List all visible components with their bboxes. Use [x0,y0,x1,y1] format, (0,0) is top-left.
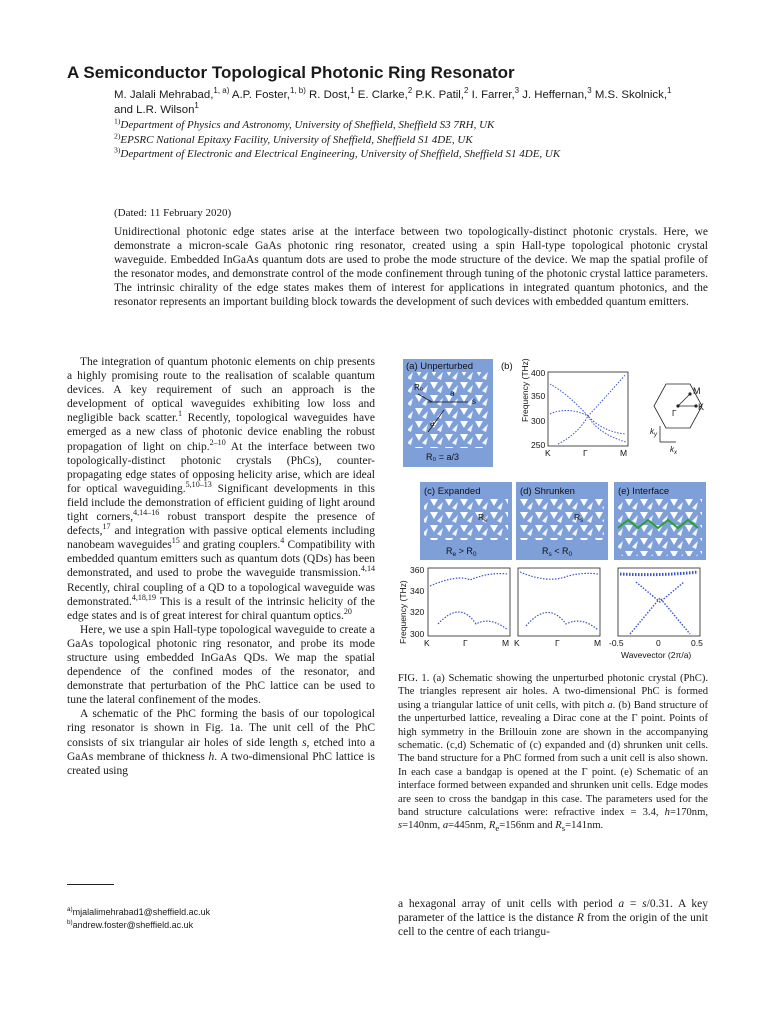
intro-p3-math: s [302,736,307,749]
panel-c-lattice [424,498,508,540]
affiliation [114,147,634,162]
body-left-column [67,355,375,778]
panel-d-rs-label: $R_s$ [574,512,584,524]
author-affiliation-mark: 2 [463,86,469,96]
panel-a-caption: R₀ = a/3 [426,452,460,462]
right-paragraph [398,897,708,939]
panel-b-label: (b) [501,361,513,372]
caption-math: R [488,820,496,832]
bottom-ytick-360: 360 [410,565,425,575]
author-name: R. Dost, [305,89,351,101]
intro-p1-citation: 4,14–16 [133,508,160,518]
figure-1 [398,354,718,664]
intro-p3-text: . A two-dimensional PhC lattice is created using [67,750,375,777]
intro-p1-citation: 1 [178,409,183,419]
affiliation [114,118,634,133]
author-affiliation-mark: 1 [666,86,672,96]
panel-b [501,358,704,458]
caption-text: . (b) Band structure of the unperturbed lattice, revealing a Dirac cone at the Γ point. Points of high symmetry in the Brillouin zone are shown in the accompanying schematic. (c,d) Schematic of (c) expanded and (d) shrunken unit cells. The band structure for a PhC formed from such a unit cell is also shown. In each case a bandgap is opened at the Γ point. (e) Schematic of an interface formed between expanded and shrunken unit cells. Edge modes are seen to cross the bandgap in this case. The parameters used for the band structure calculations were: refractive index = 3.4, [398,699,709,819]
paper-title: A Semiconductor Topological Photonic Ring Resonator [67,63,515,82]
intro-p1-citation: 4,18,19 [131,592,156,602]
panel-b-ytick-400: 400 [531,368,546,378]
panel-b-band-1 [550,384,626,434]
plot-d-band-upper [520,572,598,579]
caption-math: R [555,820,562,832]
footnote-mark: b) [67,919,73,926]
intro-p3-math: h [208,750,215,763]
footnote [67,919,367,932]
plot-d-xtick-m: M [594,638,602,648]
plot-c-xtick-k: K [424,638,430,648]
panel-d [516,482,608,560]
caption-subscript: s [561,823,566,834]
affiliation-mark: 2) [114,130,121,140]
author-affiliation-mark: 1 [194,101,199,111]
bz-gamma-m [678,394,690,406]
intro-p1-citation: 4,14 [360,564,375,574]
panel-b-ytick-300: 300 [531,416,546,426]
figure-caption [398,672,708,836]
plot-c-band-lower [438,612,508,630]
caption-text: =156nm and [499,820,556,832]
bz-k-label: K [698,402,705,412]
affiliations [114,118,634,162]
panel-b-axes [548,372,628,446]
caption-text: =445nm, [448,820,489,832]
affiliation-text: EPSRC National Epitaxy Facility, University of Sheffield, Sheffield S1 4DE, UK [120,133,473,146]
date-line: (Dated: 11 February 2020) [114,207,232,219]
panel-b-xtick-m: M [620,448,628,458]
panel-b-ylabel: Frequency (THz) [520,358,530,422]
bottom-ytick-340: 340 [410,586,425,596]
panel-b-band-3 [558,416,626,444]
intro-p1-text: Recently, topological waveguides have emerged as a new class of photonic device enabling the robust propagation of light on chip. [67,412,375,453]
intro-p1-text: robust transport despite the presence of defects, [67,511,375,538]
intro-p1-citation: 2–10 [209,437,226,447]
author-name: A.P. Foster, [229,89,290,101]
intro-p1-text: Significant developments in this field include the demonstration of efficient guiding of light around tight corners, [67,482,375,524]
panel-d-label: (d) Shrunken [520,486,575,497]
panel-a [403,359,493,467]
footnote [67,906,367,919]
intro-p1-citation: 20 [343,606,352,616]
caption-text: =141nm. [565,820,604,832]
footnote-email: mjalalimehrabad1@sheffield.ac.uk [72,907,211,917]
plot-e-edge-mode-1 [630,598,690,634]
affiliation-mark: 1) [114,116,121,126]
author-affiliation-mark: 1, b) [289,86,306,96]
author-affiliation-mark: 3 [514,86,520,96]
intro-p1-citation: 17 [102,522,111,532]
panel-c-re-label: $R_e$ [478,512,488,524]
panel-e [614,482,706,560]
panel-b-xtick-k: K [545,448,551,458]
panel-c [420,482,512,560]
author-name: P.K. Patil, [412,89,464,101]
author-affiliation-mark: 1 [350,86,355,96]
intro-p1-text: Recently, chiral coupling of a QD to a topological waveguide was demonstrated. [67,581,375,608]
panel-d-lattice [520,498,604,540]
panel-b-xtick-gamma: Γ [583,448,588,458]
bottom-ytick-320: 320 [410,607,425,617]
panel-e-label: (e) Interface [618,486,670,497]
kx-label: $k_x$ [670,445,677,456]
bz-gamma-label: Γ [672,409,677,418]
intro-paragraph-1 [67,355,375,623]
intro-p3-text: , etched into a GaAs membrane of thickness [67,736,375,763]
plot-d-xtick-k: K [514,638,520,648]
intro-p1-text: At the interface between two topologically-distinct photonic crystals (PhCs), counter-propagating edge states of opposing helicity arise, which are ideal for optical waveguiding. [67,440,375,495]
footnote-email: andrew.foster@sheffield.ac.uk [72,920,194,930]
bz-m-label: M [693,386,701,396]
footnotes [67,906,367,932]
intro-p1-citation: 5,10–13 [185,480,212,490]
footnote-mark: a) [67,906,73,913]
plot-d-band-lower [526,612,598,630]
footnote-rule [67,884,114,885]
affiliation [114,130,634,148]
intro-p1-text: This is a result of the intrinsic helicity of the edge states and is of great interest for chiral quantum optics. [67,595,375,622]
caption-text: =170nm, [669,807,708,819]
caption-text: =140nm, [402,820,443,832]
caption-subscript: e [495,823,500,834]
caption-math: a [442,820,449,832]
author-affiliation-mark: 1, a) [213,86,230,96]
author-list [114,88,674,118]
panel-a-label: (a) Unperturbed [406,361,474,372]
panel-d-caption: $R_s < R_0$ [542,546,573,558]
author-name: and L.R. Wilson [114,104,195,116]
intro-p3-text: A schematic of the PhC forming the basis of our topological ring resonator is shown in Fig. 1a. The unit cell of the PhC consists of six triangular air holes of side length [67,708,375,749]
body-right-column [398,897,708,939]
intro-p1-citation: 4 [280,536,285,546]
caption-math: h [664,807,670,819]
plot-e-xtick-pos: 0.5 [691,638,703,648]
abstract: Unidirectional photonic edge states arise at the interface between two topologically-distinct photonic crystals. Here, we demonstrate a micron-scale GaAs photonic ring resonator, created using a spin Hall-type topological photonic crystal waveguide. Embedded InGaAs quantum dots are used to probe the mode structure of the device. We map the spatial profile of the resonator modes, and demonstrate control of the mode confinement through tuning of the photonic crystal lattice parameters. The intrinsic chirality of the edge states makes them of interest for applications in integrated quantum photonics, and the resonator represents an important building block towards the development of such devices with embedded quantum emitters. [114,226,708,309]
bottom-band-plots [398,565,703,660]
author-affiliation-mark: 2 [407,86,413,96]
plot-c-band-upper [430,574,508,586]
author-name: J. Heffernan, [519,89,588,101]
panel-a-r0-label: R₀ [414,383,424,392]
plot-c-xtick-m: M [502,638,510,648]
panel-a-s-label: s [472,397,476,406]
right-col-text: from the origin of the unit cell to the centre of each triangu- [398,912,708,939]
panel-c-label: (c) Expanded [424,486,481,497]
affiliation-text: Department of Electronic and Electrical Engineering, University of Sheffield, Sheffield S1 4DE, UK [120,148,561,160]
ky-label: $k_y$ [650,427,657,438]
affiliation-mark: 3) [114,145,121,155]
affiliation-text: Department of Physics and Astronomy, University of Sheffield, Sheffield S3 7RH, UK [120,119,495,131]
intro-p1-text: The integration of quantum photonic elements on chip presents a highly promising route to the realisation of scalable quantum devices. A key requirement of such an approach is the development of optical waveguides exhibiting low loss and negligible back scatter. [67,356,375,425]
bottom-ytick-300: 300 [410,629,425,639]
author-affiliation-mark: 3 [587,86,592,96]
intro-paragraph-2: Here, we use a spin Hall-type topological waveguide to create a GaAs topological photonic ring resonator, and probe its mode structure using embedded InGaAs QDs. We map the spatial dependence of the confined modes of the resonator, and demonstrate that perturbation of the PhC lattice can be used to tune the lateral confinement of the modes. [67,623,375,707]
plot-c-axes [428,568,510,636]
intro-paragraph-3 [67,707,375,777]
plot-c-xtick-gamma: Γ [463,638,468,648]
caption-text: FIG. 1. (a) Schematic showing the unperturbed photonic crystal (PhC). The triangles represent air holes. A two-dimensional PhC is formed using a triangular lattice of unit cells, with pitch [398,673,708,711]
right-col-math: a [618,898,625,910]
right-col-math: R [576,912,584,925]
author-name: M. Jalali Mehrabad, [114,89,214,101]
intro-p1-citation: 15 [171,536,180,546]
caption-math: s [398,820,403,832]
panel-b-ytick-250: 250 [531,440,546,450]
intro-p1-text: Compatibility with embedded quantum emitters such as quantum dots (QDs) has been demonstrated, and used to probe the waveguide transmission. [67,539,376,580]
caption-math: a [607,699,613,711]
plot-d-xtick-gamma: Γ [555,638,560,648]
panel-a-a2-label: a [430,419,435,428]
plot-e-band-upper [620,572,698,575]
author-name: M.S. Skolnick, [591,89,667,101]
panel-b-ytick-350: 350 [531,391,546,401]
intro-p1-text: and grating couplers. [179,539,281,552]
bz-m-point [688,392,691,395]
panel-c-caption: $R_e > R_0$ [446,546,477,558]
bz-gamma-point [676,404,679,407]
author-name: E. Clarke, [354,89,408,101]
right-col-text: = [624,898,643,910]
right-col-math: s [642,898,647,910]
plot-e-xtick-zero: 0 [656,638,661,648]
intro-p1-text: and integration with passive optical elements including nanobeam waveguides [67,525,375,552]
panel-a-a-label: a [450,389,455,398]
right-col-text: a hexagonal array of unit cells with period [398,898,619,910]
bottom-ylabel: Frequency (THz) [398,580,408,644]
panel-b-band-2 [550,374,626,416]
plot-e-xtick-neg: -0.5 [609,638,624,648]
author-name: I. Farrer, [468,89,515,101]
plot-e-xlabel: Wavevector (2π/a) [621,650,692,660]
right-col-text: /0.31. A key parameter of the lattice is the distance [398,898,708,925]
